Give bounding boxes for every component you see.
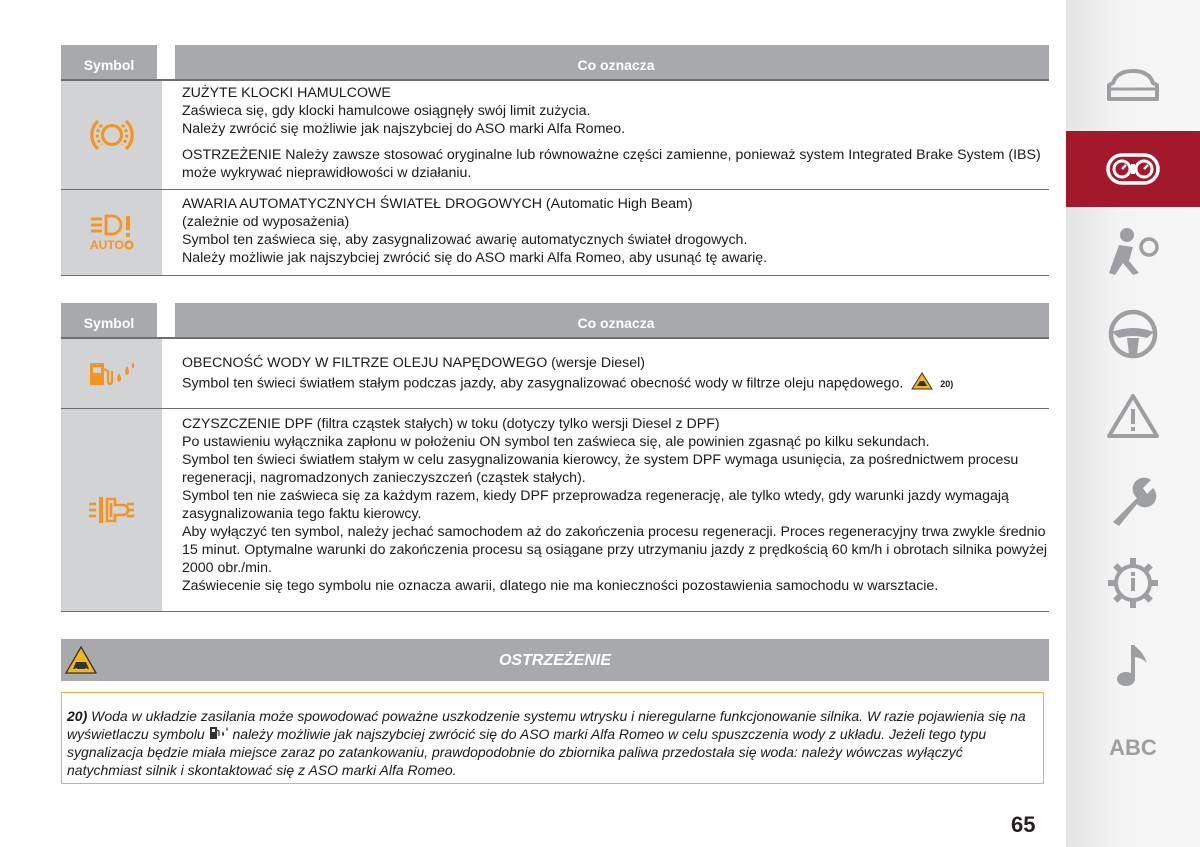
warning-number: 20) xyxy=(67,708,88,724)
sidebar-item-multimedia[interactable] xyxy=(1066,628,1200,704)
row-title: AWARIA AUTOMATYCZNYCH ŚWIATEŁ DROGOWYCH (Automatic High Beam) xyxy=(182,196,693,212)
table-row xyxy=(61,409,1049,612)
warning-ref-number[interactable]: 20) xyxy=(940,378,954,389)
dpf-cleaning-icon xyxy=(87,493,137,527)
row-text: Zaświeca się, gdy klocki hamulcowe osiągnęły swój limit zużycia. xyxy=(182,103,591,119)
music-note-icon xyxy=(1113,641,1153,691)
table-row xyxy=(61,81,1049,190)
sidebar-item-instruments[interactable] xyxy=(1066,131,1200,207)
sidebar-item-steering[interactable] xyxy=(1066,296,1200,372)
sidebar-item-warnings[interactable] xyxy=(1066,378,1200,454)
auto-label: AUTO xyxy=(89,237,124,252)
warning-text-continued: należy możliwie jak najszybciej zwrócić się do ASO marki Alfa Romeo w celu spuszczenia wody z układu. Jeżeli tego typu sygnalizacja będzie miała miejsce zaraz po zatankowaniu, prawdopodobnie do zbiornika paliwa przedostała się woda: należy wówczas wyłączyć natychmiast silnik i skontaktować się z ASO marki Alfa Romeo. xyxy=(67,726,987,778)
water-in-fuel-filter-icon xyxy=(87,359,137,389)
index-label: ABC xyxy=(1109,735,1157,760)
auto-high-beam-failure-icon xyxy=(88,213,136,253)
row-text: Po ustawieniu wyłącznika zapłonu w położeniu ON symbol ten zaświeca się, ale powinien zgasnąć po kilku sekundach. xyxy=(182,434,930,450)
row-text: Zaświecenie się tego symbolu nie oznacza awarii, dlatego nie ma konieczności pozostawienia samochodu w warsztacie. xyxy=(182,578,939,594)
row-text: Aby wyłączyć ten symbol, należy jechać samochodem aż do zakończenia procesu regeneracji. Proces regeneracyjny trwa zwykle średnio 15 minut. Optymalne warunki do zakończenia procesu są osiągane przy utrzymaniu jazdy z prędkością 60 km/h i obrotach silnika powyżej 2000 obr./min. xyxy=(182,524,1048,576)
sidebar-item-index[interactable] xyxy=(1066,710,1200,786)
header-meaning: Co oznacza xyxy=(577,57,655,73)
symbol-table-1 xyxy=(61,45,1049,276)
header-symbol: Symbol xyxy=(83,57,135,73)
row-note: OSTRZEŻENIE Należy zawsze stosować oryginalne lub równoważne części zamienne, ponieważ system Integrated Brake System (IBS) może wykrywać nieprawidłowości w działaniu. xyxy=(182,147,1041,181)
steering-wheel-icon xyxy=(1107,308,1159,360)
instrument-cluster-icon xyxy=(1105,152,1161,186)
row-text: Symbol ten świeci światłem stałym w celu zasygnalizowania kierowcy, że system DPF wymaga usunięcia, za pośrednictwem procesu regeneracji, nagromadzonych zanieczyszczeń (cząstek stałych). xyxy=(182,452,1019,486)
row-title: OBECNOŚĆ WODY W FILTRZE OLEJU NAPĘDOWEGO (wersje Diesel) xyxy=(182,355,645,371)
airbag-icon xyxy=(1105,225,1161,277)
row-text: Należy zwrócić się możliwie jak najszybciej do ASO marki Alfa Romeo. xyxy=(182,121,626,137)
sidebar-item-maintenance[interactable] xyxy=(1066,463,1200,539)
wrench-icon xyxy=(1107,474,1159,528)
table-header xyxy=(61,303,1049,339)
warning-header xyxy=(61,639,1049,681)
sidebar-item-safety[interactable] xyxy=(1066,213,1200,289)
row-text: (zależnie od wyposażenia) xyxy=(182,214,350,230)
row-text: Należy możliwie jak najszybciej zwrócić się do ASO marki Alfa Romeo, aby usunąć tę awarię. xyxy=(182,250,768,266)
table-row xyxy=(61,190,1049,276)
page-number: 65 xyxy=(1011,812,1036,837)
row-text: Symbol ten nie zaświeca się za każdym razem, kiedy DPF przeprowadza regenerację, ale tylko wtedy, gdy warunki jazdy wymagają zasygnalizowania tego faktu kierowcy. xyxy=(182,488,1009,522)
header-symbol: Symbol xyxy=(83,315,135,331)
sidebar-item-technical-info[interactable] xyxy=(1066,545,1200,621)
row-text: Symbol ten zaświeca się, aby zasygnalizować awarię automatycznych świateł drogowych. xyxy=(182,232,748,248)
chapter-sidebar xyxy=(1066,0,1200,847)
sidebar-item-car[interactable] xyxy=(1066,49,1200,125)
table-row xyxy=(61,339,1049,409)
header-meaning: Co oznacza xyxy=(577,315,655,331)
water-in-fuel-inline-icon xyxy=(209,726,229,740)
symbol-table-2 xyxy=(61,303,1049,612)
warning-triangle-icon xyxy=(1106,392,1160,440)
row-title: CZYSZCZENIE DPF (filtra cząstek stałych) w toku (dotyczy tylko wersji Diesel z DPF) xyxy=(182,416,720,432)
car-icon xyxy=(1105,67,1161,107)
warning-ref-icon[interactable] xyxy=(911,372,933,395)
row-text: Symbol ten świeci światłem stałym podczas jazdy, aby zasygnalizować obecność wody w filtrze oleju napędowego. xyxy=(182,375,904,392)
info-gear-icon xyxy=(1106,556,1160,610)
row-title: ZUŻYTE KLOCKI HAMULCOWE xyxy=(182,85,391,101)
warning-text: Woda w układzie zasilania może spowodować poważne uszkodzenie systemu wtrysku i nieregularne funkcjonowanie silnika. W razie pojawienia się na wyświetlaczu symbolu xyxy=(67,708,1026,742)
table-header xyxy=(61,45,1049,81)
brake-pads-icon xyxy=(90,116,134,154)
warning-body xyxy=(61,692,1044,784)
warning-title: OSTRZEŻENIE xyxy=(498,652,611,669)
